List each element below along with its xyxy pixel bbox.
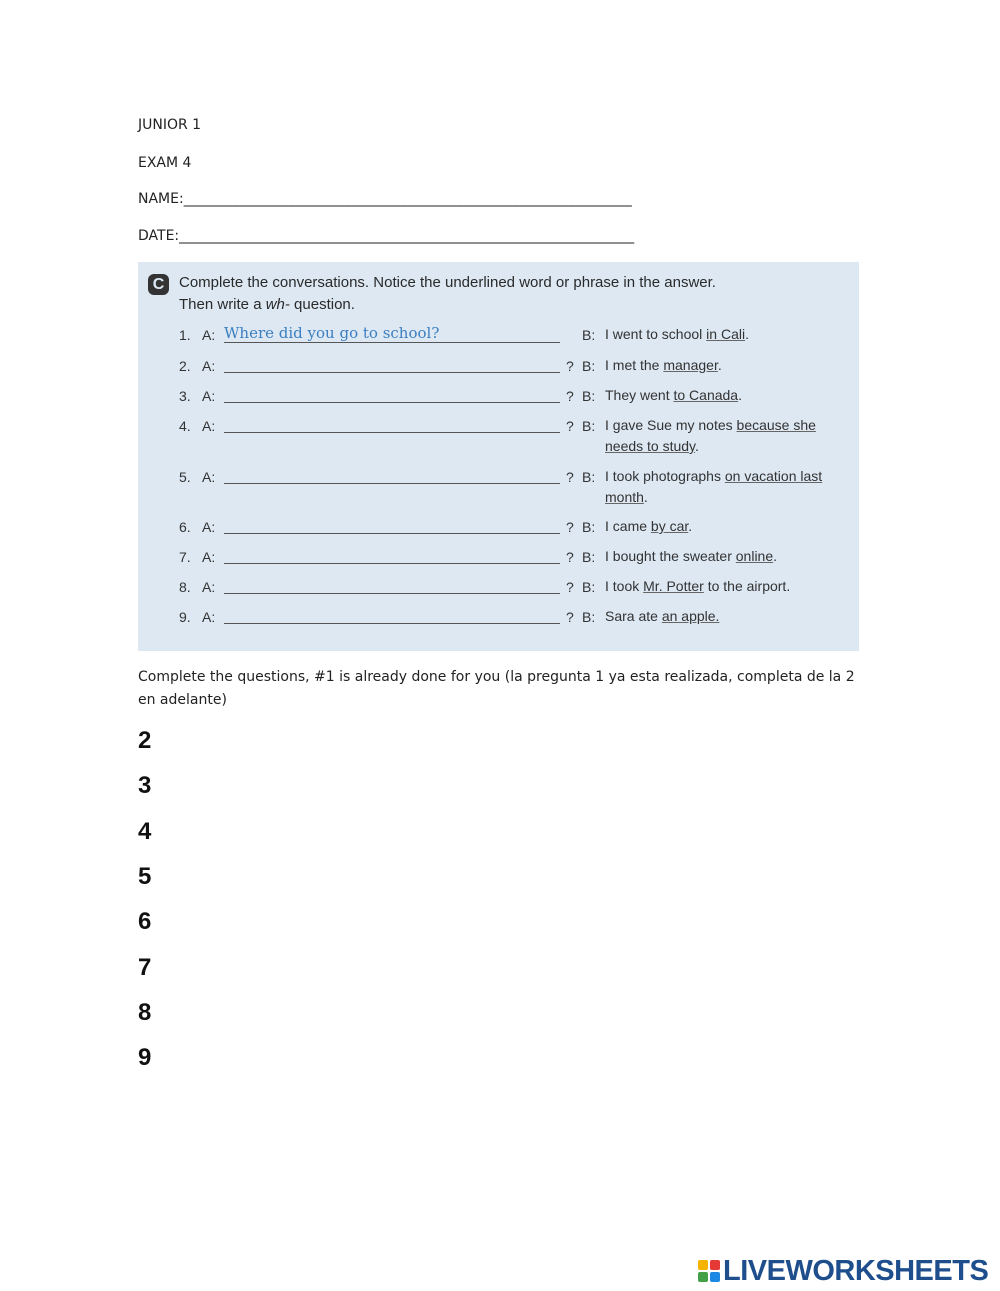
underlined-phrase: online [735, 548, 774, 564]
response-text: I went to school in Cali. [605, 326, 749, 342]
speaker-a-label: A: [202, 609, 216, 625]
level-label: JUNIOR 1 [138, 117, 202, 133]
speaker-b-label: B: [582, 549, 596, 565]
response-text: Sara ate an apple. [605, 608, 720, 624]
speaker-b-label: B: [582, 358, 596, 374]
date-field[interactable]: DATE:_________________________________________________________________ [138, 228, 635, 244]
speaker-b-label: B: [582, 519, 596, 535]
question-mark: ? [566, 469, 574, 485]
speaker-a-label: A: [202, 327, 216, 343]
answer-number: 8 [138, 998, 152, 1026]
liveworksheets-logo [698, 1256, 988, 1286]
item-number: 8. [179, 579, 191, 595]
exam-label: EXAM 4 [138, 155, 192, 171]
answer-blank[interactable] [224, 418, 560, 433]
item-number: 5. [179, 469, 191, 485]
response-text: I took Mr. Potter to the airport. [605, 578, 791, 594]
exercise-instruction-line1: Complete the conversations. Notice the underlined word or phrase in the answer. [179, 274, 716, 291]
speaker-b-label: B: [582, 469, 596, 485]
speaker-a-label: A: [202, 469, 216, 485]
speaker-a-label: A: [202, 358, 216, 374]
underlined-phrase: because she needs to study [605, 417, 816, 454]
speaker-a-label: A: [202, 519, 216, 535]
underlined-phrase: manager [663, 357, 718, 373]
name-field[interactable]: NAME:________________________________________________________________ [138, 191, 632, 207]
question-mark: ? [566, 609, 574, 625]
answer-number: 6 [138, 908, 152, 936]
answer-number: 3 [138, 772, 152, 800]
response-text: I met the manager. [605, 357, 722, 373]
answer-blank[interactable] [224, 549, 560, 564]
speaker-b-label: B: [582, 609, 596, 625]
logo-text: LIVEWORKSHEETS [723, 1254, 989, 1287]
answer-number: 5 [138, 862, 152, 890]
response-text: I bought the sweater online. [605, 548, 778, 564]
question-mark: ? [566, 388, 574, 404]
speaker-b-label: B: [582, 579, 596, 595]
underlined-phrase: to Canada [673, 387, 739, 403]
speaker-b-label: B: [582, 327, 596, 343]
item-number: 1. [179, 327, 191, 343]
item-number: 9. [179, 609, 191, 625]
answer-number: 7 [138, 953, 152, 981]
question-mark: ? [566, 579, 574, 595]
speaker-a-label: A: [202, 418, 216, 434]
question-mark: ? [566, 549, 574, 565]
underlined-phrase: Mr. Potter [643, 578, 704, 594]
answer-blank[interactable] [224, 388, 560, 403]
instructions-text: Complete the questions, #1 is already done for you (la pregunta 1 ya esta realizada, completa de la 2 en adelante) [138, 669, 855, 708]
item-number: 2. [179, 358, 191, 374]
item-number: 6. [179, 519, 191, 535]
logo-icon [698, 1260, 720, 1282]
item-number: 7. [179, 549, 191, 565]
question-mark: ? [566, 418, 574, 434]
exercise-panel [138, 262, 859, 651]
speaker-a-label: A: [202, 579, 216, 595]
item-number: 4. [179, 418, 191, 434]
speaker-a-label: A: [202, 549, 216, 565]
answer-number: 2 [138, 727, 152, 754]
example-answer: Where did you go to school? [224, 324, 560, 343]
response-text: I took photographs on vacation last month. [605, 468, 823, 505]
answer-blank[interactable] [224, 469, 560, 484]
underlined-phrase: by car [650, 518, 689, 534]
speaker-b-label: B: [582, 388, 596, 404]
response-text: They went to Canada. [605, 387, 742, 403]
answer-number: 9 [138, 1044, 152, 1072]
underlined-phrase: an apple. [661, 608, 720, 624]
speaker-a-label: A: [202, 388, 216, 404]
question-mark: ? [566, 519, 574, 535]
answer-number: 4 [138, 817, 152, 845]
question-mark: ? [566, 358, 574, 374]
answer-blank[interactable] [224, 609, 560, 624]
response-text: I came by car. [605, 518, 693, 534]
exercise-instruction-line2: Then write a wh- question. [179, 296, 355, 313]
underlined-phrase: in Cali [706, 326, 746, 342]
exercise-badge: C [148, 274, 169, 295]
response-text: I gave Sue my notes because she needs to study. [605, 417, 816, 454]
speaker-b-label: B: [582, 418, 596, 434]
item-number: 3. [179, 388, 191, 404]
answer-blank[interactable] [224, 358, 560, 373]
answer-blank[interactable] [224, 519, 560, 534]
answer-blank[interactable] [224, 579, 560, 594]
underlined-phrase: on vacation last month [605, 468, 823, 505]
